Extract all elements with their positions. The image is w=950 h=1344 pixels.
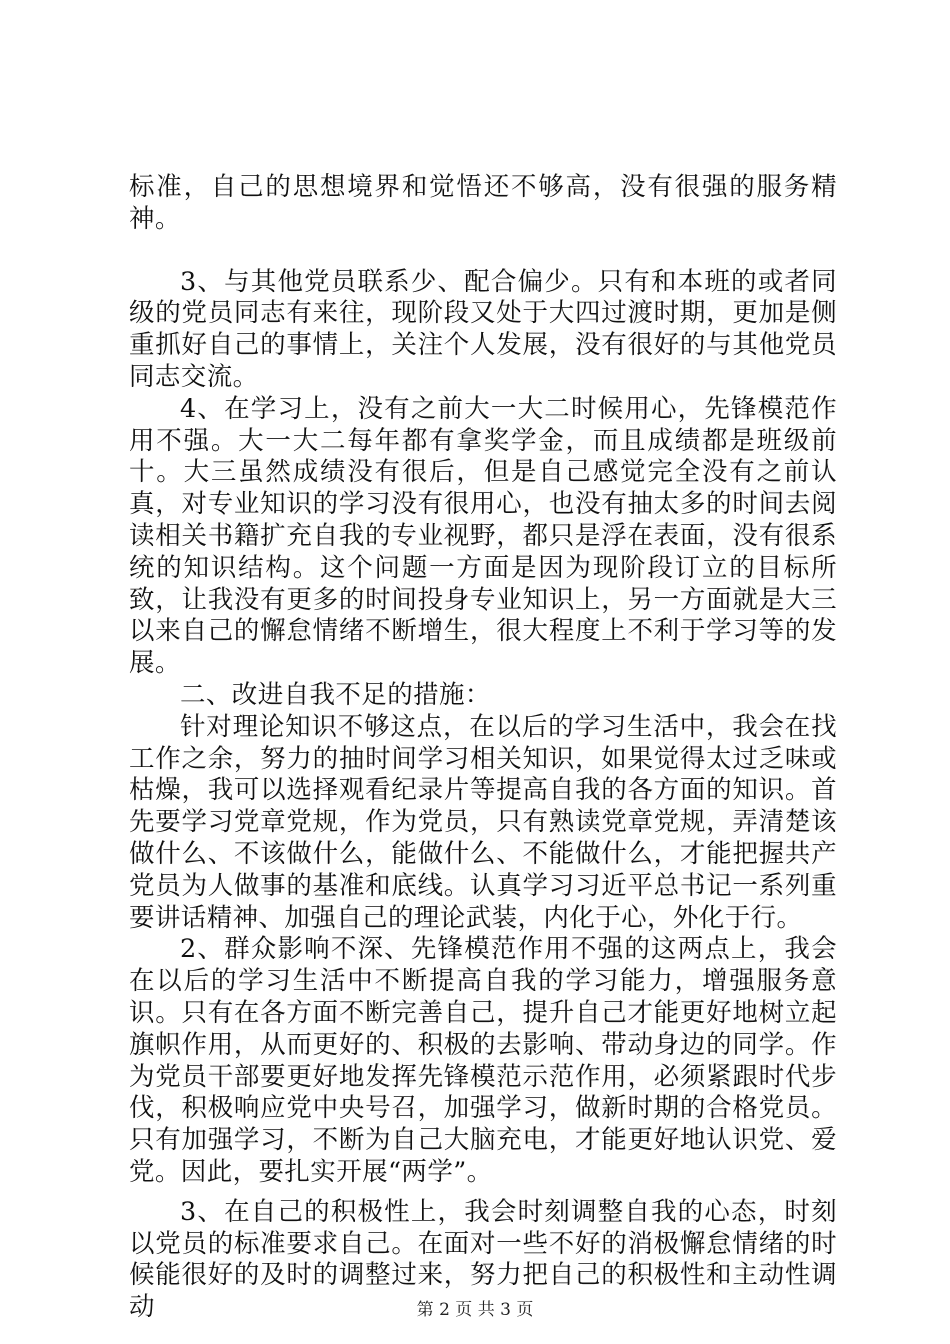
page-number-footer: 第 2 页 共 3 页	[416, 1300, 534, 1320]
paragraph-measure-2: 2、群众影响不深、先锋模范作用不强的这两点上，我会在以后的学习生活中不断提高自我的学习能力，增强服务意识。只有在各方面不断完善自己，提升自己才能更好地树立起旗帜作用，从而更好的、积极的去影响、带动身边的同学。作为党员干部要更好地发挥先锋模范示范作用，必须紧跟时代步伐，积极响应党中央号召，加强学习，做新时期的合格党员。只有加强学习，不断为自己大脑充电，才能更好地认识党、爱党。因此，要扎实开展“两学”。	[129, 934, 837, 1187]
paragraph-measure-1: 针对理论知识不够这点，在以后的学习生活中，我会在找工作之余，努力的抽时间学习相关知识，如果觉得太过乏味或枯燥，我可以选择观看纪录片等提高自我的各方面的知识。首先要学习党章党规，作为党员，只有熟读党章党规，弄清楚该做什么、不该做什么，能做什么、不能做什么，才能把握共产党员为人做事的基准和底线。认真学习习近平总书记一系列重要讲话精神、加强自己的理论武装，内化于心，外化于行。	[129, 711, 837, 933]
paragraph-continuation: 标准，自己的思想境界和觉悟还不够高，没有很强的服务精神。	[129, 172, 837, 234]
paragraph-item-4: 4、在学习上，没有之前大一大二时候用心，先锋模范作用不强。大一大二每年都有拿奖学金，而且成绩都是班级前十。大三虽然成绩没有很后，但是自己感觉完全没有之前认真，对专业知识的学习没有很用心，也没有抽太多的时间去阅读相关书籍扩充自我的专业视野，都只是浮在表面，没有很系统的知识结构。这个问题一方面是因为现阶段订立的目标所致，让我没有更多的时间投身专业知识上，另一方面就是大三以来自己的懈怠情绪不断增生，很大程度上不利于学习等的发展。	[129, 393, 837, 679]
section-heading: 二、改进自我不足的措施：	[180, 679, 491, 710]
paragraph-measure-3: 3、在自己的积极性上，我会时刻调整自我的心态，时刻以党员的标准要求自己。在面对一些不好的消极懈怠情绪的时候能很好的及时的调整过来，努力把自己的积极性和主动性调动	[129, 1196, 837, 1323]
document-body	[129, 172, 837, 1324]
paragraph-item-3: 3、与其他党员联系少、配合偏少。只有和本班的或者同级的党员同志有来往，现阶段又处于大四过渡时期，更加是侧重抓好自己的事情上，关注个人发展，没有很好的与其他党员同志交流。	[129, 266, 837, 392]
